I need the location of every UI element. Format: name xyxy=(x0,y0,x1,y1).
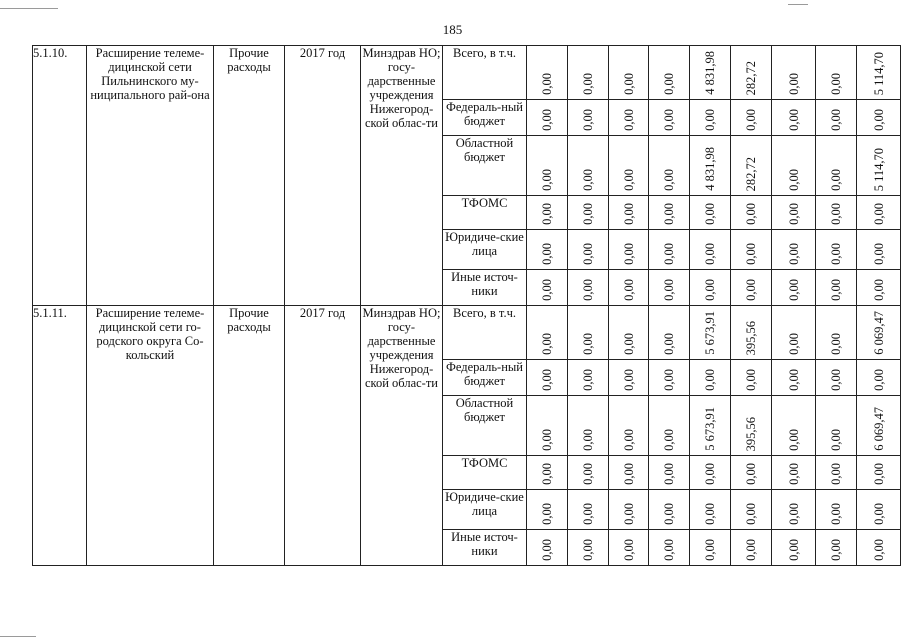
amount-value: 0,00 xyxy=(621,73,636,95)
value-cell xyxy=(772,396,816,456)
amount-value: 0,00 xyxy=(871,109,886,131)
amount-value: 0,00 xyxy=(786,539,801,561)
amount-value: 0,00 xyxy=(744,539,758,561)
amount-value: 0,00 xyxy=(662,203,676,225)
value-cell xyxy=(609,396,649,456)
amount-value: 0,00 xyxy=(540,243,554,265)
amount-value: 5 673,91 xyxy=(703,311,717,355)
value-cell xyxy=(731,100,772,136)
value-cell xyxy=(609,46,649,100)
amount-value: 6 069,47 xyxy=(871,311,886,355)
amount-value: 0,00 xyxy=(829,463,843,485)
amount-value: 0,00 xyxy=(540,279,554,301)
value-cell xyxy=(527,456,568,490)
amount-value: 0,00 xyxy=(621,539,636,561)
amount-value: 0,00 xyxy=(786,109,801,131)
scan-mark-top-left xyxy=(0,8,58,9)
amount-value: 0,00 xyxy=(744,243,758,265)
value-cell xyxy=(568,46,609,100)
funding-source-cell: ТФОМС xyxy=(443,196,527,230)
amount-value: 0,00 xyxy=(871,279,886,301)
amount-value: 0,00 xyxy=(581,463,595,485)
value-cell xyxy=(857,46,901,100)
amount-value: 0,00 xyxy=(871,503,886,525)
amount-value: 0,00 xyxy=(703,539,717,561)
value-cell xyxy=(731,46,772,100)
value-cell xyxy=(649,136,690,196)
funding-source-cell: Юридиче-ские лица xyxy=(443,490,527,530)
amount-value: 0,00 xyxy=(581,279,595,301)
funding-source-cell: Федераль-ный бюджет xyxy=(443,100,527,136)
amount-value: 0,00 xyxy=(703,109,717,131)
value-cell xyxy=(857,490,901,530)
amount-value: 0,00 xyxy=(662,429,676,451)
value-cell xyxy=(568,456,609,490)
amount-value: 0,00 xyxy=(829,539,843,561)
value-cell xyxy=(527,230,568,270)
amount-value: 0,00 xyxy=(540,539,554,561)
value-cell xyxy=(731,360,772,396)
row-number-cell: 5.1.11. xyxy=(33,306,87,566)
value-cell xyxy=(690,230,731,270)
amount-value: 0,00 xyxy=(662,463,676,485)
amount-value: 0,00 xyxy=(540,429,554,451)
amount-value: 0,00 xyxy=(662,243,676,265)
amount-value: 5 114,70 xyxy=(871,51,886,95)
amount-value: 0,00 xyxy=(829,109,843,131)
amount-value: 0,00 xyxy=(786,333,801,355)
value-cell xyxy=(857,196,901,230)
value-cell xyxy=(690,306,731,360)
value-cell xyxy=(816,396,857,456)
amount-value: 0,00 xyxy=(744,503,758,525)
amount-value: 282,72 xyxy=(744,156,758,191)
amount-value: 0,00 xyxy=(662,279,676,301)
amount-value: 0,00 xyxy=(581,169,595,191)
value-cell xyxy=(609,360,649,396)
year-cell: 2017 год xyxy=(285,46,361,306)
amount-value: 0,00 xyxy=(621,109,636,131)
amount-value: 0,00 xyxy=(786,463,801,485)
value-cell xyxy=(772,196,816,230)
value-cell xyxy=(816,360,857,396)
year-cell: 2017 год xyxy=(285,306,361,566)
amount-value: 0,00 xyxy=(621,279,636,301)
value-cell xyxy=(731,530,772,566)
amount-value: 0,00 xyxy=(703,463,717,485)
value-cell xyxy=(731,490,772,530)
value-cell xyxy=(649,270,690,306)
amount-value: 0,00 xyxy=(540,73,554,95)
value-cell xyxy=(690,360,731,396)
value-cell xyxy=(816,306,857,360)
amount-value: 5 114,70 xyxy=(871,147,886,191)
value-cell xyxy=(527,396,568,456)
value-cell xyxy=(527,46,568,100)
amount-value: 0,00 xyxy=(744,369,758,391)
value-cell xyxy=(772,230,816,270)
amount-value: 0,00 xyxy=(744,279,758,301)
amount-value: 0,00 xyxy=(871,463,886,485)
value-cell xyxy=(731,456,772,490)
amount-value: 0,00 xyxy=(703,279,717,301)
amount-value: 0,00 xyxy=(786,169,801,191)
measure-name-cell: Расширение телеме-дицинской сети го-родского округа Со-кольский xyxy=(87,306,214,566)
value-cell xyxy=(649,100,690,136)
value-cell xyxy=(772,456,816,490)
value-cell xyxy=(816,100,857,136)
amount-value: 0,00 xyxy=(662,333,676,355)
funding-source-cell: Всего, в т.ч. xyxy=(443,306,527,360)
value-cell xyxy=(690,456,731,490)
table-row xyxy=(33,306,901,360)
value-cell xyxy=(731,230,772,270)
amount-value: 0,00 xyxy=(662,539,676,561)
amount-value: 395,56 xyxy=(744,416,758,451)
value-cell xyxy=(568,230,609,270)
value-cell xyxy=(609,530,649,566)
amount-value: 0,00 xyxy=(871,243,886,265)
amount-value: 0,00 xyxy=(540,463,554,485)
funding-source-cell: Областной бюджет xyxy=(443,396,527,456)
amount-value: 0,00 xyxy=(703,503,717,525)
amount-value: 0,00 xyxy=(744,463,758,485)
amount-value: 0,00 xyxy=(662,503,676,525)
value-cell xyxy=(609,306,649,360)
amount-value: 0,00 xyxy=(871,369,886,391)
value-cell xyxy=(649,306,690,360)
value-cell xyxy=(609,136,649,196)
value-cell xyxy=(609,230,649,270)
value-cell xyxy=(649,360,690,396)
value-cell xyxy=(649,46,690,100)
value-cell xyxy=(731,196,772,230)
amount-value: 0,00 xyxy=(540,203,554,225)
funding-source-cell: Всего, в т.ч. xyxy=(443,46,527,100)
value-cell xyxy=(690,530,731,566)
amount-value: 0,00 xyxy=(829,369,843,391)
amount-value: 0,00 xyxy=(662,73,676,95)
amount-value: 0,00 xyxy=(581,429,595,451)
value-cell xyxy=(772,46,816,100)
value-cell xyxy=(690,100,731,136)
value-cell xyxy=(609,490,649,530)
value-cell xyxy=(772,306,816,360)
funding-source-cell: Федераль-ный бюджет xyxy=(443,360,527,396)
value-cell xyxy=(857,136,901,196)
value-cell xyxy=(690,136,731,196)
value-cell xyxy=(731,396,772,456)
amount-value: 0,00 xyxy=(829,279,843,301)
amount-value: 0,00 xyxy=(829,333,843,355)
value-cell xyxy=(568,136,609,196)
value-cell xyxy=(568,100,609,136)
value-cell xyxy=(527,306,568,360)
value-cell xyxy=(857,270,901,306)
value-cell xyxy=(690,196,731,230)
amount-value: 282,72 xyxy=(744,60,758,95)
value-cell xyxy=(568,196,609,230)
amount-value: 0,00 xyxy=(662,109,676,131)
amount-value: 6 069,47 xyxy=(871,407,886,451)
amount-value: 0,00 xyxy=(786,73,801,95)
funding-source-cell: Областной бюджет xyxy=(443,136,527,196)
value-cell xyxy=(816,270,857,306)
amount-value: 0,00 xyxy=(581,109,595,131)
value-cell xyxy=(609,270,649,306)
amount-value: 0,00 xyxy=(662,169,676,191)
amount-value: 0,00 xyxy=(829,429,843,451)
responsible-executor-cell: Минздрав НО; госу-дарственные учреждения Нижегород-ской облас-ти xyxy=(361,306,443,566)
amount-value: 4 831,98 xyxy=(703,51,717,95)
value-cell xyxy=(816,230,857,270)
value-cell xyxy=(527,196,568,230)
value-cell xyxy=(816,490,857,530)
value-cell xyxy=(731,136,772,196)
amount-value: 0,00 xyxy=(786,369,801,391)
value-cell xyxy=(690,46,731,100)
value-cell xyxy=(568,270,609,306)
value-cell xyxy=(649,456,690,490)
amount-value: 0,00 xyxy=(621,463,636,485)
amount-value: 0,00 xyxy=(540,169,554,191)
amount-value: 0,00 xyxy=(662,369,676,391)
value-cell xyxy=(649,396,690,456)
value-cell xyxy=(568,530,609,566)
value-cell xyxy=(527,530,568,566)
amount-value: 0,00 xyxy=(829,73,843,95)
amount-value: 0,00 xyxy=(703,243,717,265)
value-cell xyxy=(527,360,568,396)
value-cell xyxy=(649,230,690,270)
amount-value: 0,00 xyxy=(786,279,801,301)
amount-value: 0,00 xyxy=(621,429,636,451)
amount-value: 0,00 xyxy=(829,169,843,191)
amount-value: 0,00 xyxy=(786,243,801,265)
amount-value: 0,00 xyxy=(621,203,636,225)
value-cell xyxy=(527,136,568,196)
amount-value: 0,00 xyxy=(621,369,636,391)
amount-value: 0,00 xyxy=(871,539,886,561)
value-cell xyxy=(731,306,772,360)
amount-value: 0,00 xyxy=(621,333,636,355)
value-cell xyxy=(772,360,816,396)
amount-value: 0,00 xyxy=(621,503,636,525)
amount-value: 0,00 xyxy=(581,503,595,525)
value-cell xyxy=(609,196,649,230)
amount-value: 5 673,91 xyxy=(703,407,717,451)
value-cell xyxy=(609,100,649,136)
financing-table xyxy=(32,45,901,566)
expense-type-cell: Прочие расходы xyxy=(214,46,285,306)
amount-value: 0,00 xyxy=(540,333,554,355)
expense-type-cell: Прочие расходы xyxy=(214,306,285,566)
amount-value: 0,00 xyxy=(581,203,595,225)
value-cell xyxy=(857,456,901,490)
funding-source-cell: ТФОМС xyxy=(443,456,527,490)
value-cell xyxy=(772,100,816,136)
amount-value: 0,00 xyxy=(581,333,595,355)
table-row xyxy=(33,46,901,100)
funding-source-cell: Иные источ-ники xyxy=(443,270,527,306)
value-cell xyxy=(857,396,901,456)
row-number-cell: 5.1.10. xyxy=(33,46,87,306)
value-cell xyxy=(772,490,816,530)
value-cell xyxy=(527,100,568,136)
amount-value: 0,00 xyxy=(829,243,843,265)
value-cell xyxy=(772,270,816,306)
page-number: 185 xyxy=(442,22,463,37)
value-cell xyxy=(857,230,901,270)
value-cell xyxy=(731,270,772,306)
value-cell xyxy=(857,100,901,136)
responsible-executor-cell: Минздрав НО; госу-дарственные учреждения Нижегород-ской облас-ти xyxy=(361,46,443,306)
value-cell xyxy=(816,136,857,196)
value-cell xyxy=(609,456,649,490)
value-cell xyxy=(857,306,901,360)
value-cell xyxy=(568,306,609,360)
amount-value: 0,00 xyxy=(540,369,554,391)
amount-value: 0,00 xyxy=(581,539,595,561)
amount-value: 0,00 xyxy=(786,203,801,225)
value-cell xyxy=(690,490,731,530)
value-cell xyxy=(816,456,857,490)
value-cell xyxy=(527,270,568,306)
funding-source-cell: Иные источ-ники xyxy=(443,530,527,566)
amount-value: 0,00 xyxy=(786,503,801,525)
amount-value: 0,00 xyxy=(829,203,843,225)
amount-value: 0,00 xyxy=(581,73,595,95)
amount-value: 0,00 xyxy=(581,369,595,391)
scan-mark-top-right xyxy=(788,4,808,5)
value-cell xyxy=(772,136,816,196)
value-cell xyxy=(857,360,901,396)
value-cell xyxy=(568,360,609,396)
amount-value: 4 831,98 xyxy=(703,147,717,191)
value-cell xyxy=(568,490,609,530)
amount-value: 0,00 xyxy=(621,169,636,191)
scan-mark-bottom-left xyxy=(0,636,36,637)
value-cell xyxy=(690,396,731,456)
value-cell xyxy=(690,270,731,306)
amount-value: 0,00 xyxy=(871,203,886,225)
value-cell xyxy=(857,530,901,566)
measure-name-cell: Расширение телеме-дицинской сети Пильнинского му-ниципального рай-она xyxy=(87,46,214,306)
value-cell xyxy=(527,490,568,530)
amount-value: 0,00 xyxy=(829,503,843,525)
value-cell xyxy=(568,396,609,456)
amount-value: 0,00 xyxy=(540,109,554,131)
value-cell xyxy=(649,530,690,566)
amount-value: 0,00 xyxy=(744,109,758,131)
funding-source-cell: Юридиче-ские лица xyxy=(443,230,527,270)
value-cell xyxy=(772,530,816,566)
amount-value: 0,00 xyxy=(581,243,595,265)
value-cell xyxy=(816,196,857,230)
amount-value: 0,00 xyxy=(786,429,801,451)
amount-value: 0,00 xyxy=(703,369,717,391)
amount-value: 0,00 xyxy=(540,503,554,525)
amount-value: 0,00 xyxy=(621,243,636,265)
amount-value: 0,00 xyxy=(703,203,717,225)
amount-value: 395,56 xyxy=(744,320,758,355)
value-cell xyxy=(649,490,690,530)
value-cell xyxy=(816,46,857,100)
value-cell xyxy=(649,196,690,230)
value-cell xyxy=(816,530,857,566)
amount-value: 0,00 xyxy=(744,203,758,225)
